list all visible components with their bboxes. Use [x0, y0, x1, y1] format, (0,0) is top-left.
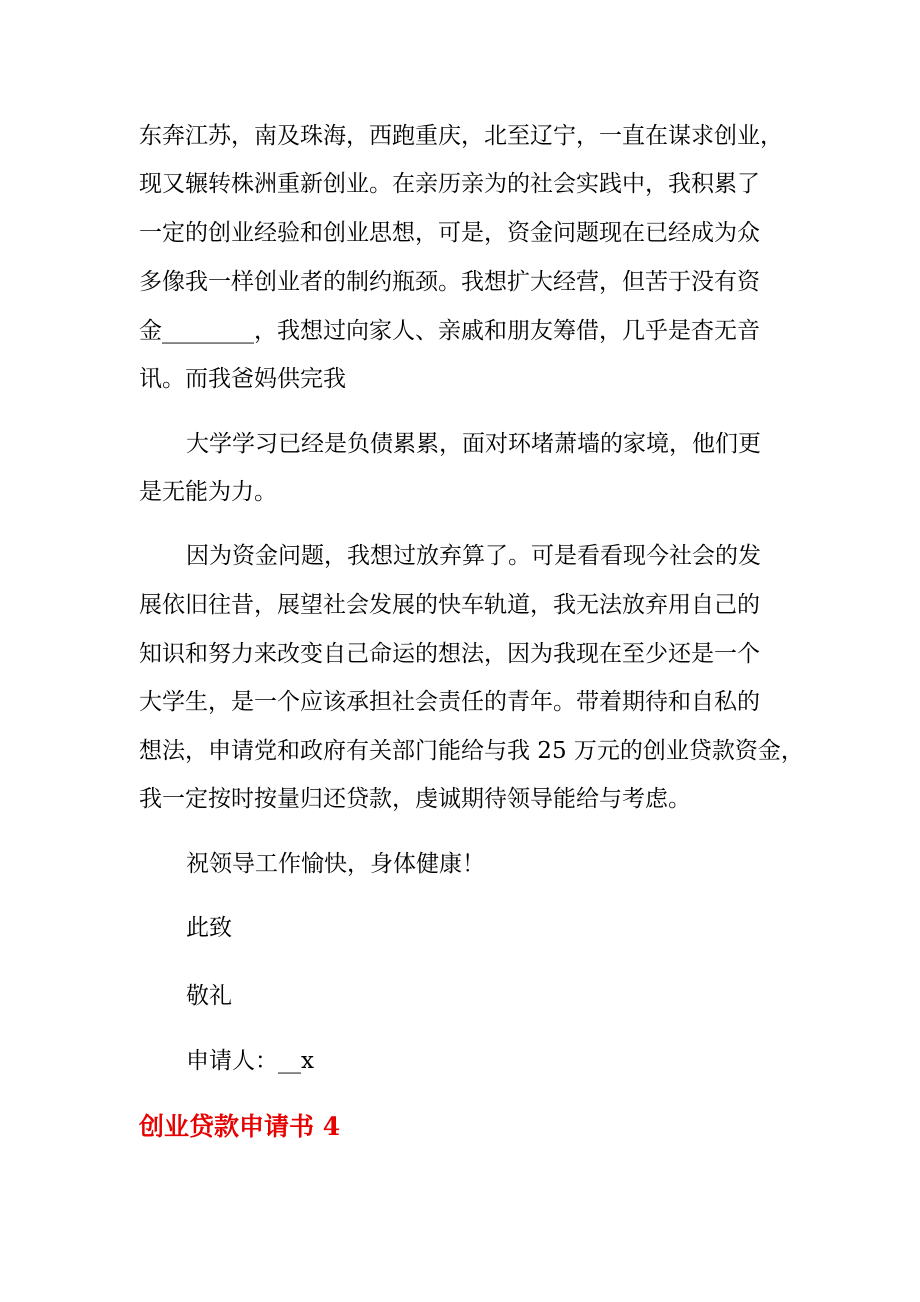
closing-wish: 祝领导工作愉快，身体健康！ — [186, 851, 485, 877]
text-line: 多像我一样创业者的制约瓶颈。我想扩大经营，但苦于没有资 — [139, 269, 760, 295]
salutation-jing-li: 敬礼 — [186, 983, 232, 1009]
text-line: 金________，我想过向家人、亲戚和朋友筹借，几乎是杳无音 — [139, 318, 760, 344]
salutation-ci-zhi: 此致 — [186, 915, 232, 941]
text-line: 展依旧往昔，展望社会发展的快车轨道，我无法放弃用自己的 — [139, 592, 760, 618]
text-line: 大学生，是一个应该承担社会责任的青年。带着期待和自私的 — [139, 689, 760, 715]
text-line: 知识和努力来改变自己命运的想法，因为我现在至少还是一个 — [139, 641, 760, 667]
applicant-signature: 申请人：__x — [186, 1048, 314, 1074]
text-line: 想法，申请党和政府有关部门能给与我 25 万元的创业贷款资金， — [139, 738, 804, 764]
text-line: 讯。而我爸妈供完我 — [139, 366, 346, 392]
text-line: 因为资金问题，我想过放弃算了。可是看看现今社会的发 — [186, 543, 761, 569]
text-line: 东奔江苏，南及珠海，西跑重庆，北至辽宁，一直在谋求创业， — [139, 123, 783, 149]
text-line: 我一定按时按量归还贷款，虔诚期待领导能给与考虑。 — [139, 786, 691, 812]
text-line: 现又辗转株洲重新创业。在亲历亲为的社会实践中，我积累了 — [139, 171, 760, 197]
text-line: 是无能为力。 — [139, 479, 277, 505]
text-line: 一定的创业经验和创业思想，可是，资金问题现在已经成为众 — [139, 220, 760, 246]
section-heading: 创业贷款申请书 4 — [139, 1112, 341, 1141]
text-line: 大学学习已经是负债累累，面对环堵萧墙的家境，他们更 — [186, 431, 761, 457]
